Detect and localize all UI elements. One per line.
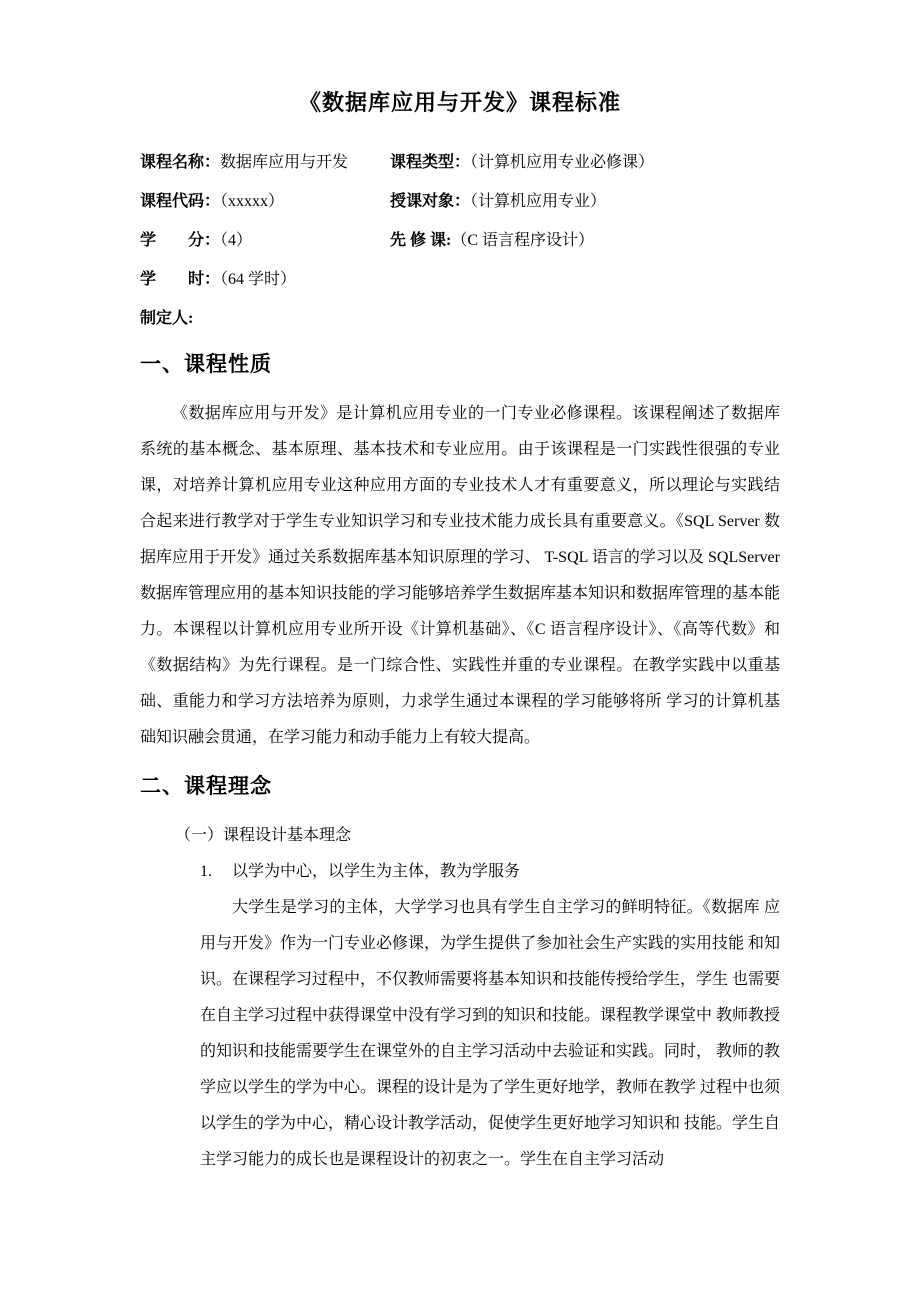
meta-value-prereq: （C 语言程序设计） — [451, 232, 595, 249]
course-meta-block — [140, 153, 780, 329]
meta-cell-empty — [390, 270, 780, 290]
meta-cell-prereq — [390, 231, 780, 251]
paragraph-learner-centered: 大学生是学习的主体，大学学习也具有学生自主学习的鲜明特征。《数据库 应用与开发》作为一门专业必修课，为学生提供了参加社会生产实践的实用技能 和知识。在课程学习过程中，不仅教师需要将基本知识和技能传授给学生，学生 也需要在自主学习过程中获得课堂中没有学习到的知识和技能。课程教学课堂中 教师教授的知识和技能需要学生在课堂外的自主学习活动中去验证和实践。同时， 教师的教学应以学生的学为中心。课程的设计是为了学生更好地学，教师在教学 过程中也须以学生的学为中心，精心设计教学活动，促使学生更好地学习知识和 技能。学生自主学习能力的成长也是课程设计的初衷之一。学生在自主学习活动 — [200, 899, 781, 1168]
meta-cell-course-type — [390, 153, 780, 173]
section-heading-course-nature: 一、课程性质 — [140, 352, 272, 376]
meta-cell-author — [140, 309, 390, 329]
subsection-heading-design-concept: （一）课程设计基本理念 — [175, 827, 352, 844]
meta-cell-course-name — [140, 153, 390, 173]
meta-label-audience: 授课对象： — [390, 193, 471, 210]
meta-value-course-code: （xxxxx） — [220, 193, 285, 210]
meta-row-author — [140, 309, 780, 329]
meta-cell-empty-2 — [390, 309, 780, 329]
meta-cell-hours — [140, 270, 390, 290]
meta-cell-course-code — [140, 192, 390, 212]
meta-cell-audience — [390, 192, 780, 212]
list-item-heading-learner-centered: 1. 以学为中心，以学生为主体，教为学服务 — [200, 863, 521, 880]
paragraph-course-nature: 《数据库应用与开发》是计算机应用专业的一门专业必修课程。该课程阐述了数据库 系统的基本概念、基本原理、基本技术和专业应用。由于该课程是一门实践性很强的专业 课，对培养计算机应用专业这种应用方面的专业技术人才有重要意义，所以理论与实践结 合起来进行教学对于学生专业知识学习和专业技术能力成长具有重要意义。《SQL Server 数据库应用于开发》通过关系数据库基本知识原理的学习、 T-SQL 语言的学习以及 SQLServer 数据库管理应用的基本知识技能的学习能够培养学生数据库基本知识和数据库管理的基本能力。本课程以计算机应用专业所开设《计算机基础》、《C 语言程序设计》、《高等代数》和《数据结构》为先行课程。是一门综合性、实践性并重的专业课程。在教学实践中以重基础、重能力和学习方法培养为原则，力求学生通过本课程的学习能够将所 学习的计算机基础知识融会贯通，在学习能力和动手能力上有较大提高。 — [140, 405, 781, 746]
meta-cell-credits — [140, 231, 390, 251]
meta-label-course-type: 课程类型： — [390, 154, 471, 171]
meta-label-prereq: 先 修 课: — [390, 232, 452, 249]
document-title: 《数据库应用与开发》课程标准 — [298, 90, 621, 115]
meta-value-course-name: 数据库应用与开发 — [220, 154, 349, 171]
meta-label-course-code: 课程代码： — [140, 193, 221, 210]
section-heading-course-concept: 二、课程理念 — [140, 774, 272, 798]
meta-value-credits: （4） — [220, 232, 253, 249]
meta-row-credits-prereq — [140, 231, 780, 251]
meta-label-author: 制定人: — [140, 310, 194, 327]
meta-label-course-name: 课程名称： — [140, 154, 221, 171]
meta-value-hours: （64 学时） — [220, 271, 297, 288]
meta-row-course-code-audience — [140, 192, 780, 212]
meta-value-course-type: （计算机应用专业必修课） — [470, 154, 655, 171]
meta-value-audience: （计算机应用专业） — [470, 193, 607, 210]
meta-row-course-name-type — [140, 153, 780, 173]
meta-label-hours: 学 时： — [140, 271, 221, 288]
meta-row-hours — [140, 270, 780, 290]
meta-label-credits: 学 分： — [140, 232, 221, 249]
